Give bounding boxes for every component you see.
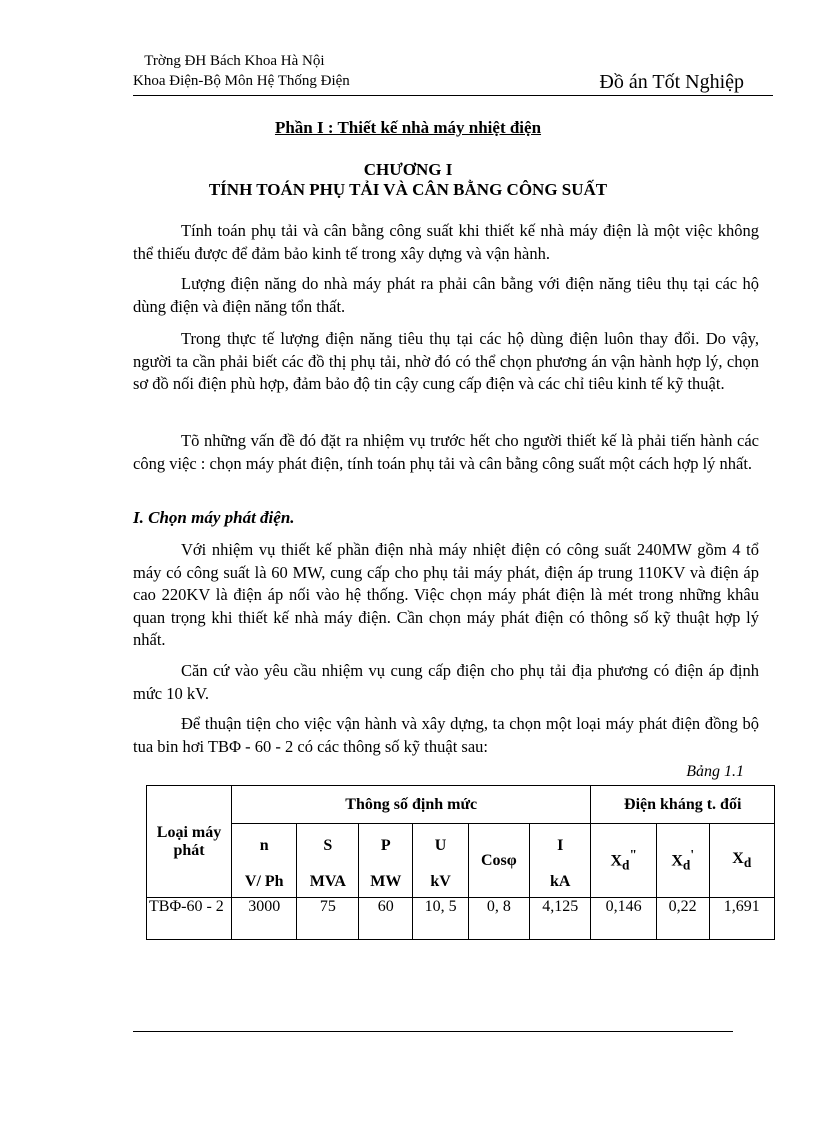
- footer-divider: [133, 1031, 733, 1032]
- paragraph: Với nhiệm vụ thiết kế phần điện nhà máy nhiệt điện có công suất 240MW gồm 4 tổ máy có công suất là 60 MW, cung cấp cho phụ tải máy phát, điện áp trung 110KV và điện áp cao 220KV là điện áp nối vào hệ thống. Việc chọn máy phát điện là mét trong những khâu quan trọng khi thiết kế nhà máy điện. Cần chọn máy phát điện có thông số kỹ thuật hợp lý nhất.: [133, 540, 759, 649]
- col-xd-prime: $X_d'$: [656, 824, 709, 898]
- col-s: S: [297, 824, 359, 868]
- header-doc-type: Đồ án Tốt Nghiệp: [599, 71, 744, 93]
- table-cell: 0, 8: [468, 898, 529, 940]
- table-cell: 10, 5: [413, 898, 468, 940]
- col-cosphi: Cosφ: [468, 824, 529, 898]
- table-cell: 60: [359, 898, 413, 940]
- group-reactance-header: Điện kháng t. đối: [591, 786, 775, 824]
- paragraph: Tính toán phụ tải và cân bằng công suất khi thiết kế nhà máy điện là một việc không thể thiếu được để đảm bảo kinh tế trong xây dựng và vận hành.: [133, 221, 759, 263]
- unit-p: MW: [359, 868, 413, 898]
- col-u: U: [413, 824, 468, 868]
- col-p: P: [359, 824, 413, 868]
- table-row-name: TBΦ-60 - 2: [147, 898, 232, 940]
- table-cell: 0,22: [656, 898, 709, 940]
- paragraph: Để thuận tiện cho việc vận hành và xây dựng, ta chọn một loại máy phát điện đồng bộ tua bin hơi TBΦ - 60 - 2 có các thông số kỹ thuật sau:: [133, 714, 759, 756]
- col-xd-double-prime: $X_d^"$: [591, 824, 656, 898]
- table-caption: Bảng 1.1: [686, 763, 744, 780]
- unit-s: MVA: [297, 868, 359, 898]
- col-type-header: Loại máy phát: [147, 786, 232, 898]
- chapter-number: CHƯƠNG I: [363, 160, 453, 179]
- header-divider: [133, 95, 773, 96]
- unit-n: V/ Ph: [232, 868, 297, 898]
- table-cell: 4,125: [529, 898, 590, 940]
- paragraph: Lượng điện năng do nhà máy phát ra phải cân bằng với điện năng tiêu thụ tại các hộ dùng điện và điện năng tổn thất.: [133, 274, 759, 316]
- group-rated-header: Thông số định mức: [232, 786, 591, 824]
- table-cell: 75: [297, 898, 359, 940]
- header-school: Trờng ĐH Bách Khoa Hà Nội: [144, 53, 325, 69]
- header-department: Khoa Điện-Bộ Môn Hệ Thống Điện: [133, 73, 350, 89]
- table-cell: 0,146: [591, 898, 656, 940]
- paragraph: Trong thực tế lượng điện năng tiêu thụ tại các hộ dùng điện luôn thay đổi. Do vậy, người ta cần phải biết các đồ thị phụ tải, nhờ đó có thể chọn phương án vận hành hợp lý, chọn sơ đồ nối điện phù hợp, đảm bảo độ tin cậy cung cấp điện và các chỉ tiêu kinh tế kỹ thuật.: [133, 329, 759, 393]
- generator-spec-table: [146, 785, 775, 940]
- unit-i: kA: [529, 868, 590, 898]
- col-n: n: [232, 824, 297, 868]
- col-xd: $X_d$: [709, 824, 775, 898]
- col-i: I: [529, 824, 590, 868]
- paragraph: Căn cứ vào yêu cầu nhiệm vụ cung cấp điện cho phụ tải địa phương có điện áp định mức 10 kV.: [133, 661, 759, 703]
- table-cell: 3000: [232, 898, 297, 940]
- section-heading: I. Chọn máy phát điện.: [133, 508, 295, 527]
- table-cell: 1,691: [709, 898, 775, 940]
- chapter-title: TÍNH TOÁN PHỤ TẢI VÀ CÂN BẰNG CÔNG SUẤT: [208, 180, 608, 199]
- paragraph: Tõ những vấn đề đó đặt ra nhiệm vụ trước hết cho người thiết kế là phải tiến hành các công việc : chọn máy phát điện, tính toán phụ tải và cân bằng công suất một cách hợp lý nhất.: [133, 431, 759, 473]
- unit-u: kV: [413, 868, 468, 898]
- part-title: Phần I : Thiết kế nhà máy nhiệt điện: [274, 118, 542, 137]
